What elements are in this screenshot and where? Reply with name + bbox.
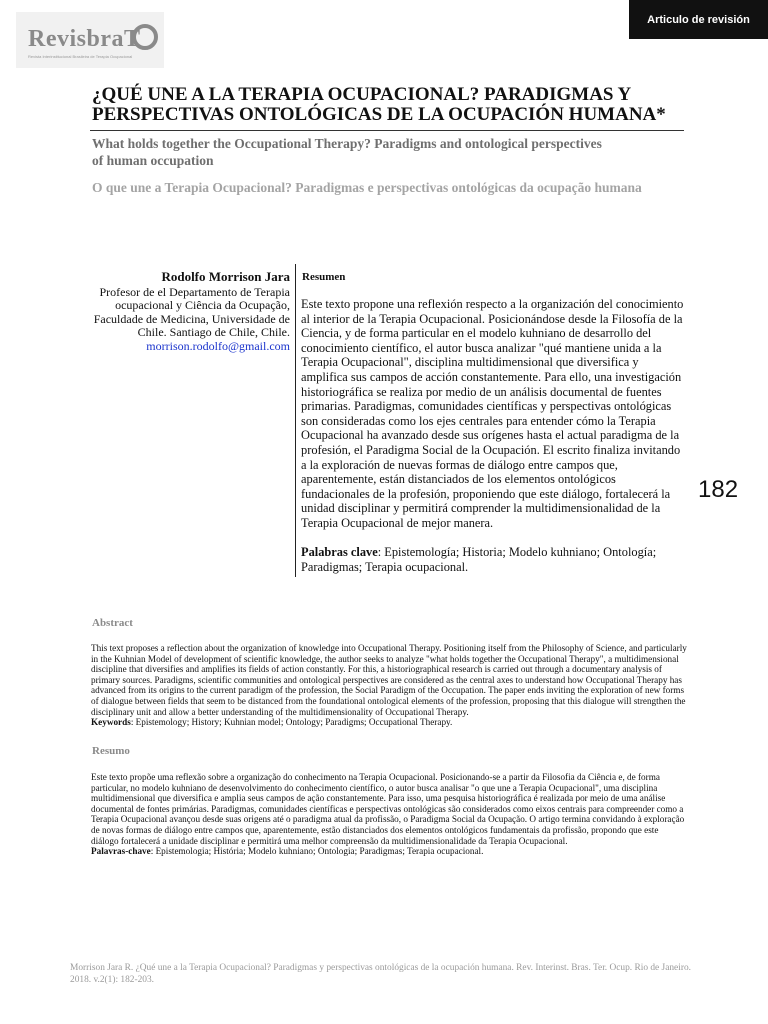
article-title-en: What holds together the Occupational Therapy? Paradigms and ontological perspectives of human occupation xyxy=(92,136,602,168)
article-title-pt: O que une a Terapia Ocupacional? Paradigmas e perspectivas ontológicas da ocupação humana xyxy=(92,180,642,195)
journal-logo xyxy=(16,12,164,68)
author-email-link[interactable]: morrison.rodolfo@gmail.com xyxy=(146,338,290,353)
logo-ring-icon xyxy=(132,24,158,50)
resumo-heading: Resumo xyxy=(92,745,130,757)
resumo-keywords-text: : Epistemologia; História; Modelo kuhniano; Ontologia; Paradigmas; Terapia ocupacional. xyxy=(150,846,484,857)
abstract-keywords-text: : Epistemology; History; Kuhnian model; Ontology; Paradigms; Occupational Therapy. xyxy=(130,717,453,728)
author-name: Rodolfo Morrison Jara xyxy=(161,269,290,284)
abstract-section xyxy=(91,643,688,728)
citation-footer: Morrison Jara R. ¿Qué une a la Terapia Ocupacional? Paradigmas y perspectivas ontológicas de la ocupación humana. Rev. Interinst. Bras. Ter. Ocup. Rio de Janeiro. 2018. v.2(1): 182-203. xyxy=(70,963,691,985)
page-number: 182 xyxy=(698,476,739,503)
resumen-keywords-text: : Epistemología; Historia; Modelo kuhniano; Ontología; Paradigmas; Terapia ocupacional. xyxy=(301,545,657,574)
abstract-heading: Abstract xyxy=(92,617,133,629)
resumo-body: Este texto propõe uma reflexão sobre a organização do conhecimento na Terapia Ocupacional. Posicionando-se a partir da Filosofia da Ciência e, de forma particular, no modelo kuhniano de desenvolvimento do conhecimento científico, o autor busca analisar "o que une a Terapia Ocupacional", uma disciplina multidimensional que diversifica e amplia seus campos de ação constantemente. Para isso, uma pesquisa historiográfica é realizada por meio de uma análise documental de fontes primárias. Paradigmas, comunidades científicas e perspectivas ontológicas são considerados como eixos centrais para compreender como a Terapia Ocupacional avançou desde suas origens até o paradigma atual da profissão, o Paradigma Social da Ocupação. O artigo termina convidando à exploração de novas formas de diálogo entre campos que, aparentemente, estão distanciados dos elementos ontológicos fundamentais da profissão, propondo que este diálogo fortalecerá a unidade disciplinar e permitirá uma melhor compreensão da multidimensionalidade da Terapia Ocupacional. xyxy=(91,772,685,846)
logo-subtitle: Revista Interinstitucional Brasileira de Terapia Ocupacional xyxy=(28,54,133,59)
resumo-keywords xyxy=(91,846,688,857)
abstract-keywords-label: Keywords xyxy=(91,717,131,728)
article-type-badge: Articulo de revisión xyxy=(629,0,768,39)
resumen-keywords-label: Palabras clave xyxy=(301,545,378,559)
resumen-heading: Resumen xyxy=(302,271,346,283)
article-title-es: ¿QUÉ UNE A LA TERAPIA OCUPACIONAL? PARADIGMAS Y PERSPECTIVAS ONTOLÓGICAS DE LA OCUPACIÓN HUMANA* xyxy=(92,84,666,125)
resumo-keywords-label: Palavras-chave xyxy=(91,846,151,857)
resumen-keywords xyxy=(301,545,685,574)
resumo-section xyxy=(91,772,688,857)
column-divider xyxy=(295,264,296,577)
abstract-keywords xyxy=(91,717,688,728)
logo-text: RevisbraT xyxy=(28,26,141,52)
title-divider xyxy=(90,130,684,131)
author-block xyxy=(80,270,290,353)
author-affiliation: Profesor de el Departamento de Terapia ocupacional y Ciência da Ocupação, Faculdade de Medicina, Universidade de Chile. Santiago de Chile, Chile. xyxy=(93,284,290,339)
resumen-body: Este texto propone una reflexión respecto a la organización del conocimiento al interior de la Terapia Ocupacional. Posicionándose desde la Filosofía de la Ciencia, y de forma particular en el modelo kuhniano de desarrollo del conocimiento científico, el autor busca analizar "qué mantiene unida a la Terapia Ocupacional", disciplina multidimensional que diversifica y amplifica sus campos de acción constantemente. Para ello, una investigación historiográfica se realiza por medio de un análisis documental de fuentes primarias. Paradigmas, comunidades científicas y perspectivas ontológicas son consideradas como los ejes centrales para entender cómo la Terapia Ocupacional ha avanzado desde sus orígenes hasta el actual paradigma de la profesión, el Paradigma Social de la Ocupación. El escrito finaliza invitando a la exploración de nuevas formas de diálogo entre campos que, aparentemente, están distanciados de los elementos ontológicos fundacionales de la profesión, proponiendo que este diálogo, fortalecerá la unidad disciplinar y permitirá comprender la multidimensionalidad de la Terapia Ocupacional de mejor manera. xyxy=(301,297,684,530)
abstract-body: This text proposes a reflection about the organization of knowledge into Occupational Therapy. Positioning itself from the Philosophy of Science, and particularly in the Kuhnian Model of development of scientific knowledge, the author seeks to analyze "what holds together the Occupational Therapy", a multidimensional discipline that diversifies and amplifies its fields of action constantly. For this, a historiographical research is carried out through a documentary analysis of primary sources. Paradigms, scientific communities and ontological perspectives are considered as the central axes to understand how Occupational Therapy has advanced from its origins to the current paradigm of the profession, the Social Paradigm of the Occupation. The paper ends inviting the exploration of new forms of dialogue between fields that seem to be distanced from the foundational ontological elements of the profession, proposing that this dialogue will strengthen the disciplinary unit and allow a better understanding of the multidimensionality of Occupational Therapy. xyxy=(91,643,687,717)
